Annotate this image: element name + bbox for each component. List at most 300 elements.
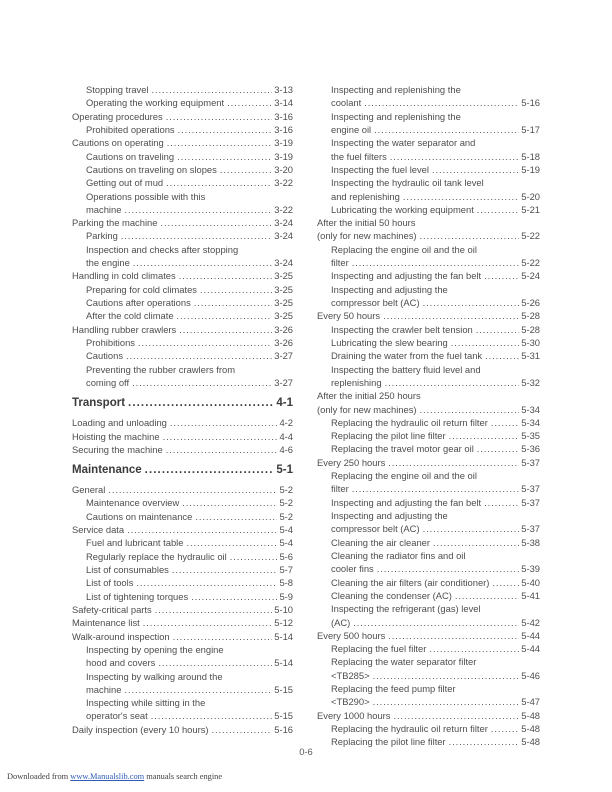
toc-entry-text: Prohibitions (86, 336, 135, 348)
dot-leader (373, 669, 520, 682)
toc-entry-text: Inspecting and replenishing the (331, 110, 461, 122)
toc-page-ref: 3-24 (274, 230, 293, 242)
toc-entry-text: After the initial 50 hours (317, 217, 416, 229)
toc-line (72, 363, 293, 376)
dot-leader (160, 216, 272, 229)
dot-leader (170, 416, 278, 429)
toc-line (317, 709, 540, 722)
toc-line (317, 589, 540, 602)
toc-entry-text: Inspecting and adjusting the (331, 510, 448, 521)
toc-entry-text: filter (331, 257, 349, 269)
toc-line (317, 442, 540, 455)
dot-leader (151, 709, 273, 722)
toc-page-ref: 4-6 (279, 443, 293, 455)
toc-page-ref: 5-14 (274, 630, 293, 642)
dot-leader (390, 150, 519, 163)
toc-line (72, 229, 293, 242)
toc-entry-text: Cautions (86, 350, 124, 362)
toc-page-ref: 5-12 (274, 617, 293, 629)
dot-leader (191, 590, 277, 603)
dot-leader (374, 123, 519, 136)
toc-page-ref: 5-26 (521, 297, 540, 308)
toc-page-ref: 5-41 (521, 589, 540, 601)
toc-entry-text: machine (86, 683, 122, 695)
toc-page-ref: 3-22 (274, 177, 293, 189)
toc-line (317, 336, 540, 349)
dot-leader (485, 349, 519, 362)
toc-line (72, 243, 293, 256)
toc-page-ref: 5-14 (274, 657, 293, 669)
dot-leader (352, 256, 520, 269)
toc-entry-text: Cautions after operations (86, 297, 191, 308)
toc-page-ref: 5-42 (521, 616, 540, 628)
toc-line (72, 96, 293, 109)
toc-line (317, 429, 540, 442)
toc-entry-text: Replacing the pilot line filter (331, 736, 446, 748)
dot-leader (353, 616, 519, 629)
dot-leader (136, 576, 277, 589)
toc-line (317, 722, 540, 735)
toc-entry-text: Replacing the water separator filter (331, 656, 477, 668)
toc-page-ref: 4-4 (279, 430, 293, 442)
dot-leader (491, 722, 519, 735)
toc-entry-text: Maintenance overview (86, 497, 180, 509)
dot-leader (163, 430, 278, 443)
toc-line (72, 510, 293, 523)
toc-page-ref: 5-2 (279, 484, 293, 496)
toc-line (317, 629, 540, 642)
toc-page-ref: 5-28 (521, 310, 540, 322)
footer-prefix-text: Downloaded from (7, 772, 71, 781)
toc-entry-text: General (72, 484, 106, 496)
dot-leader (128, 396, 274, 411)
toc-line (72, 349, 293, 362)
dot-leader (449, 429, 520, 442)
toc-page-ref: 5-21 (521, 203, 540, 215)
toc-entry-text: Lubricating the slew bearing (331, 336, 448, 348)
toc-page-ref: 5-4 (279, 524, 293, 536)
toc-entry-text: Maintenance list (72, 617, 140, 629)
toc-line (72, 656, 293, 669)
toc-page-ref: 3-25 (274, 283, 293, 295)
toc-line (72, 430, 293, 443)
toc-page-ref: 3-25 (274, 270, 293, 282)
toc-page-ref: 3-14 (274, 97, 293, 109)
toc-line (72, 670, 293, 683)
toc-entry-text: Loading and unloading (72, 417, 167, 429)
toc-page-ref: 5-35 (521, 430, 540, 442)
toc-page-ref: 5-2 (279, 497, 293, 509)
toc-page-ref: 4-1 (276, 397, 293, 410)
toc-entry-text: Replacing the hydraulic oil return filter (331, 416, 488, 428)
toc-line (317, 323, 540, 336)
dot-leader (166, 176, 272, 189)
toc-entry-text: <TB290> (331, 696, 370, 708)
dot-leader (492, 576, 519, 589)
dot-leader (179, 269, 273, 282)
toc-line (72, 536, 293, 549)
toc-line (317, 256, 540, 269)
toc-page-ref: 5-48 (521, 709, 540, 721)
toc-page-ref: 5-44 (521, 643, 540, 655)
dot-leader (127, 523, 277, 536)
toc-entry-text: Inspecting the crawler belt tension (331, 323, 473, 335)
toc-entry-text: Safety-critical parts (72, 603, 152, 615)
toc-page-ref: 3-27 (274, 350, 293, 362)
dot-leader (383, 309, 519, 322)
dot-leader (491, 416, 519, 429)
dot-leader (423, 522, 520, 535)
toc-line (317, 682, 540, 695)
toc-page-ref: 3-26 (274, 336, 293, 348)
toc-line (72, 576, 293, 589)
page-number: 0-6 (299, 746, 313, 757)
dot-leader (429, 642, 519, 655)
toc-entry-text: Every 500 hours (317, 629, 386, 641)
manualslib-link[interactable]: www.Manualslib.com (70, 772, 145, 781)
dot-leader (158, 656, 272, 669)
toc-page-ref: 5-39 (521, 563, 540, 575)
toc-line (317, 536, 540, 549)
toc-page-ref: 5-44 (521, 629, 540, 641)
dot-leader (195, 510, 277, 523)
dot-leader (121, 229, 272, 242)
dot-leader (230, 550, 278, 563)
toc-entry-text: Replacing the engine oil and the oil (331, 243, 477, 255)
toc-entry-text: Prohibited operations (86, 123, 175, 135)
toc-page-ref: 5-40 (521, 576, 540, 588)
toc-page-ref: 5-1 (276, 464, 293, 477)
toc-entry-text: Replacing the feed pump filter (331, 683, 456, 695)
toc-page-ref: 5-24 (521, 270, 540, 282)
dot-leader (484, 496, 519, 509)
toc-line (317, 96, 540, 109)
toc-entry-text: Inspecting the battery fluid level and (331, 363, 481, 375)
toc-entry-text: compressor belt (AC) (331, 523, 420, 535)
toc-line (317, 469, 540, 482)
toc-entry-text: Handling in cold climates (72, 270, 176, 282)
toc-entry-text: Inspecting and adjusting the fan belt (331, 496, 482, 508)
toc-entry-text: replenishing (331, 376, 382, 388)
toc-page-ref: 5-2 (279, 510, 293, 522)
toc-line (317, 522, 540, 535)
toc-line (72, 630, 293, 643)
toc-entry-text: Stopping travel (86, 84, 149, 95)
toc-page-ref: 5-32 (521, 376, 540, 388)
toc-entry-text: Cautions on traveling (86, 150, 175, 162)
toc-line (317, 562, 540, 575)
toc-line (317, 655, 540, 668)
toc-entry-text: coming off (86, 376, 130, 388)
dot-leader (352, 482, 520, 495)
toc-page-ref: 3-19 (274, 150, 293, 162)
toc-page-ref: 5-22 (521, 257, 540, 269)
toc-line (72, 269, 293, 282)
toc-page-ref: 3-24 (274, 257, 293, 269)
toc-page-ref: 3-13 (274, 84, 293, 95)
toc-line (317, 496, 540, 509)
toc-page-ref: 5-6 (279, 550, 293, 562)
dot-leader (393, 709, 519, 722)
toc-entry-text: compressor belt (AC) (331, 297, 420, 308)
toc-entry-text: Inspecting by walking around the (86, 670, 223, 682)
toc-page-ref: 5-15 (274, 710, 293, 722)
toc-page-ref: 3-24 (274, 217, 293, 229)
toc-line (317, 389, 540, 402)
dot-leader (132, 376, 272, 389)
toc-page-ref: 5-37 (521, 456, 540, 468)
toc-line (317, 576, 540, 589)
dot-leader (124, 203, 272, 216)
toc-entry-text: Inspecting and adjusting the fan belt (331, 270, 482, 282)
toc-entry-text: <TB285> (331, 669, 370, 681)
toc-entry-text: After the initial 250 hours (317, 390, 421, 402)
toc-page-ref: 3-25 (274, 297, 293, 308)
dot-leader (200, 283, 272, 296)
toc-page-ref: 3-27 (274, 376, 293, 388)
toc-entry-text: (only for new machines) (317, 403, 417, 415)
toc-line (317, 123, 540, 136)
toc-line (72, 376, 293, 389)
toc-line (72, 309, 293, 322)
dot-leader (186, 536, 277, 549)
footer-suffix-text: manuals search engine (144, 772, 223, 781)
toc-entry-text: Operating the working equipment (86, 97, 225, 109)
toc-page-ref: 5-4 (279, 537, 293, 549)
toc-line (72, 590, 293, 603)
toc-line (317, 229, 540, 242)
toc-line (317, 403, 540, 416)
toc-entry-text: Regularly replace the hydraulic oil (86, 550, 227, 562)
toc-line (317, 176, 540, 189)
toc-line (317, 243, 540, 256)
toc-line (317, 216, 540, 229)
toc-line (72, 216, 293, 229)
toc-entry-text: Walk-around inspection (72, 630, 170, 642)
toc-entry-text: filter (331, 483, 349, 495)
dot-leader (166, 443, 278, 456)
toc-page-ref: 3-16 (274, 110, 293, 122)
toc-entry-text: After the cold climate (86, 310, 174, 322)
toc-entry-text: Cautions on operating (72, 137, 164, 149)
toc-entry-text: Inspecting and replenishing the (331, 84, 461, 95)
toc-page-ref: 5-48 (521, 736, 540, 748)
toc-page-ref: 5-20 (521, 190, 540, 202)
toc-entry-text: Operations possible with this (86, 190, 206, 202)
toc-page-ref: 5-10 (274, 603, 293, 615)
toc-entry-text: Preventing the rubber crawlers from (86, 363, 236, 375)
toc-line (317, 695, 540, 708)
dot-leader (423, 296, 520, 309)
toc-line (72, 296, 293, 309)
dot-leader (388, 629, 519, 642)
toc-page-ref: 5-16 (521, 97, 540, 109)
toc-entry-text: Preparing for cold climates (86, 283, 197, 295)
toc-page-ref: 3-25 (274, 310, 293, 322)
toc-entry-text: operator's seat (86, 710, 148, 722)
dot-leader (477, 203, 519, 216)
toc-entry-text: Cautions on traveling on slopes (86, 163, 217, 175)
dot-leader (377, 562, 520, 575)
toc-entry-text: Parking (86, 230, 118, 242)
toc-columns (72, 83, 540, 749)
toc-entry-text: Daily inspection (every 10 hours) (72, 723, 209, 735)
toc-line (317, 456, 540, 469)
toc-page-ref: 5-15 (274, 683, 293, 695)
toc-line (317, 190, 540, 203)
dot-leader (373, 695, 520, 708)
toc-line (317, 203, 540, 216)
toc-entry-text: Every 50 hours (317, 310, 381, 322)
dot-leader (227, 96, 272, 109)
toc-line (72, 616, 293, 629)
toc-entry-text: Lubricating the working equipment (331, 203, 474, 215)
toc-entry-text: Every 250 hours (317, 456, 386, 468)
toc-entry-text: coolant (331, 97, 362, 109)
toc-entry-text: Hoisting the machine (72, 430, 160, 442)
toc-line (72, 603, 293, 616)
toc-entry-text: Inspecting the refrigerant (gas) level (331, 603, 481, 615)
toc-entry-text: Transport (72, 397, 126, 410)
dot-leader (138, 336, 272, 349)
dot-leader (484, 269, 519, 282)
toc-column-right (317, 83, 540, 749)
toc-entry-text: machine (86, 203, 122, 215)
toc-entry-text: Replacing the engine oil and the oil (331, 470, 477, 482)
dot-leader (403, 190, 519, 203)
dot-leader (143, 616, 272, 629)
dot-leader (133, 256, 272, 269)
toc-page-ref: 3-22 (274, 203, 293, 215)
toc-entry-text: engine oil (331, 123, 372, 135)
toc-line (317, 509, 540, 522)
dot-leader (126, 349, 272, 362)
toc-page-ref: 5-38 (521, 536, 540, 548)
toc-line (72, 696, 293, 709)
toc-line (317, 349, 540, 362)
toc-line (72, 723, 293, 736)
toc-line (317, 363, 540, 376)
toc-page-ref: 4-2 (279, 417, 293, 429)
toc-line (72, 110, 293, 123)
toc-line (72, 550, 293, 563)
toc-entry-text: Every 1000 hours (317, 709, 391, 721)
dot-leader (178, 123, 273, 136)
toc-entry-text: Cleaning the condenser (AC) (331, 589, 452, 601)
toc-line (317, 136, 540, 149)
toc-entry-text: Inspecting the fuel level (331, 163, 429, 175)
toc-entry-text: Inspection and checks after stopping (86, 243, 239, 255)
toc-entry-text: Inspecting by opening the engine (86, 643, 224, 655)
toc-page-ref: 5-48 (521, 723, 540, 734)
toc-page-ref: 3-16 (274, 123, 293, 135)
toc-page-ref: 5-16 (274, 723, 293, 735)
toc-line (317, 296, 540, 309)
dot-leader (212, 723, 273, 736)
toc-entry-text: Parking the machine (72, 217, 158, 229)
toc-line (72, 323, 293, 336)
toc-line (72, 136, 293, 149)
dot-leader (220, 163, 272, 176)
toc-entry-text: Cleaning the radiator fins and oil (331, 549, 466, 561)
toc-entry-text: (AC) (331, 616, 351, 628)
toc-entry-text: and replenishing (331, 190, 400, 202)
toc-line (317, 616, 540, 629)
toc-entry-text: Replacing the travel motor gear oil (331, 443, 474, 455)
toc-entry-text: Getting out of mud (86, 177, 164, 189)
toc-entry-text: Replacing the pilot line filter (331, 430, 446, 442)
toc-page-ref: 3-26 (274, 323, 293, 335)
toc-line (72, 190, 293, 203)
toc-line (317, 150, 540, 163)
toc-page-ref: 5-46 (521, 669, 540, 681)
toc-entry-text: Service data (72, 524, 125, 536)
dot-leader (152, 83, 273, 96)
dot-leader (179, 323, 272, 336)
toc-entry-text: Replacing the fuel filter (331, 643, 427, 655)
dot-leader (182, 496, 277, 509)
dot-leader (433, 536, 519, 549)
toc-entry-text: Inspecting the hydraulic oil tank level (331, 177, 484, 189)
toc-entry-text: Draining the water from the fuel tank (331, 350, 483, 362)
dot-leader (166, 110, 273, 123)
toc-page-ref: 5-30 (521, 336, 540, 348)
toc-entry-text: Replacing the hydraulic oil return filter (331, 723, 488, 734)
dot-leader (432, 163, 519, 176)
toc-entry-text: List of consumables (86, 564, 169, 575)
toc-line (317, 602, 540, 615)
toc-page-ref: 5-34 (521, 416, 540, 428)
toc-entry-text: Cautions on maintenance (86, 510, 193, 522)
toc-line (72, 709, 293, 722)
dot-leader (451, 336, 519, 349)
toc-entry-text: Inspecting the water separator and (331, 137, 476, 149)
toc-line (72, 163, 293, 176)
toc-entry-text: Inspecting and adjusting the (331, 283, 448, 295)
dot-leader (177, 150, 272, 163)
toc-page-ref: 5-31 (521, 350, 540, 362)
dot-leader (385, 376, 520, 389)
toc-page-ref: 5-37 (521, 523, 540, 535)
toc-line (72, 150, 293, 163)
toc-line (317, 376, 540, 389)
toc-line (72, 483, 293, 496)
toc-page-ref: 5-34 (521, 403, 540, 415)
toc-line (72, 443, 293, 456)
dot-leader (172, 563, 278, 576)
dot-leader (173, 630, 273, 643)
toc-line (72, 643, 293, 656)
toc-entry-text: the fuel filters (331, 150, 387, 162)
toc-entry-text: (only for new machines) (317, 230, 417, 242)
toc-page-ref: 5-37 (521, 496, 540, 508)
dot-leader (177, 309, 273, 322)
toc-entry-text: hood and covers (86, 657, 156, 669)
toc-line (317, 163, 540, 176)
toc-page-ref: 5-37 (521, 483, 540, 495)
toc-line (317, 416, 540, 429)
toc-entry-text: Handling rubber crawlers (72, 323, 177, 335)
toc-page-ref: 5-28 (521, 323, 540, 335)
dot-leader (155, 603, 273, 616)
toc-page-ref: 5-17 (521, 123, 540, 135)
manualslib-footer (7, 772, 222, 781)
toc-line (72, 416, 293, 429)
dot-leader (477, 442, 519, 455)
toc-line (317, 110, 540, 123)
toc-line (72, 563, 293, 576)
toc-line (317, 83, 540, 96)
